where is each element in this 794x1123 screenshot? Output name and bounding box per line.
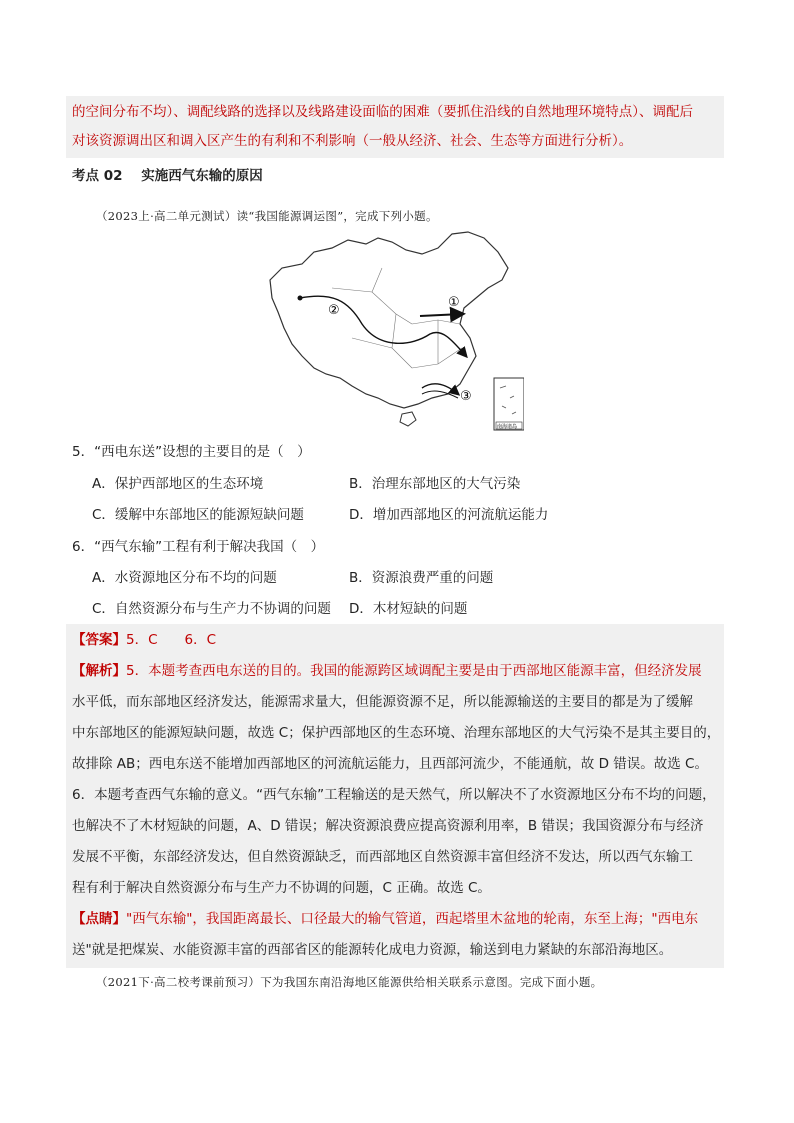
analysis-line-6: 也解决不了木材短缺的问题，A、D 错误；解决资源浪费应提高资源利用率，B 错误；我国资源分布与经济 bbox=[72, 818, 704, 834]
section-title: 实施西气东输的原因 bbox=[141, 168, 263, 184]
answer-label: 【答案】 bbox=[72, 632, 126, 648]
answer-text: 5．C 6．C bbox=[126, 632, 217, 648]
analysis-line-1: 【解析】5．本题考查西电东送的目的。我国的能源跨区域调配主要是由于西部地区能源丰富，但经济发展 bbox=[72, 663, 702, 679]
inset-label: 南海诸岛 bbox=[497, 424, 518, 430]
tip-line-1: 【点睛】"西气东输"，我国距离最长、口径最大的输气管道，西起塔里木盆地的轮南，东至上海；"西电东 bbox=[72, 911, 699, 927]
q6-option-a[interactable]: A．水资源地区分布不均的问题 bbox=[92, 570, 277, 586]
q5-option-b[interactable]: B．治理东部地区的大气污染 bbox=[349, 476, 521, 492]
question-6-stem: 6．“西气东输”工程有利于解决我国（ ） bbox=[72, 539, 325, 555]
analysis-line-4: 故排除 AB；西电东送不能增加西部地区的河流航运能力，且西部河流少，不能通航，故 D 错误。故选 C。 bbox=[72, 756, 708, 772]
hainan-island bbox=[400, 412, 416, 426]
q5-option-d[interactable]: D．增加西部地区的河流航运能力 bbox=[349, 507, 549, 523]
china-outline bbox=[270, 232, 508, 408]
analysis-label: 【解析】 bbox=[72, 663, 126, 679]
tip-line-2: 送"就是把煤炭、水能资源丰富的西部省区的能源转化成电力资源，输送到电力紧缺的东部沿海地区。 bbox=[72, 942, 673, 958]
analysis-line-3: 中东部地区的能源短缺问题，故选 C；保护西部地区的生态环境、治理东部地区的大气污染不是其主要目的， bbox=[72, 725, 721, 741]
tip-label: 【点睛】 bbox=[72, 911, 126, 927]
top-text-line-2: 对该资源调出区和调入区产生的有利和不利影响（一般从经济、社会、生态等方面进行分析）。 bbox=[72, 133, 633, 149]
question-intro: （2023上·高二单元测试）读“我国能源调运图”，完成下列小题。 bbox=[96, 209, 438, 223]
q5-option-a[interactable]: A．保护西部地区的生态环境 bbox=[92, 476, 264, 492]
section-label: 考点 02 bbox=[72, 168, 123, 184]
marker-2: ② bbox=[328, 303, 340, 318]
section-heading bbox=[72, 164, 263, 184]
question-5-stem: 5．“西电东送”设想的主要目的是（ ） bbox=[72, 444, 311, 460]
analysis-line-8: 程有利于解决自然资源分布与生产力不协调的问题，C 正确。故选 C。 bbox=[72, 880, 491, 896]
analysis-line-5: 6．本题考查西气东输的意义。“西气东输”工程输送的是天然气，所以解决不了水资源地区分布不均的问题， bbox=[72, 787, 716, 803]
question-intro-2: （2021下·高二校考课前预习）下为我国东南沿海地区能源供给相关联系示意图。完成下面小题。 bbox=[96, 975, 603, 989]
q6-option-d[interactable]: D．木材短缺的问题 bbox=[349, 601, 468, 617]
marker-1: ① bbox=[448, 295, 460, 310]
q5-option-c[interactable]: C．缓解中东部地区的能源短缺问题 bbox=[92, 507, 304, 523]
q6-option-b[interactable]: B．资源浪费严重的问题 bbox=[349, 570, 494, 586]
top-text-line-1: 的空间分布不均）、调配线路的选择以及线路建设面临的困难（要抓住沿线的自然地理环境特点）、调配后 bbox=[72, 104, 693, 120]
marker-3: ③ bbox=[460, 389, 472, 404]
china-energy-map bbox=[262, 228, 524, 432]
answer-line bbox=[72, 630, 216, 650]
analysis-line-7: 发展不平衡，东部经济发达，但自然资源缺乏，而西部地区自然资源丰富但经济不发达，所以西气东输工 bbox=[72, 849, 693, 865]
analysis-line-2: 水平低，而东部地区经济发达，能源需求量大，但能源资源不足，所以能源输送的主要目的都是为了缓解 bbox=[72, 694, 693, 710]
q6-option-c[interactable]: C．自然资源分布与生产力不协调的问题 bbox=[92, 601, 331, 617]
